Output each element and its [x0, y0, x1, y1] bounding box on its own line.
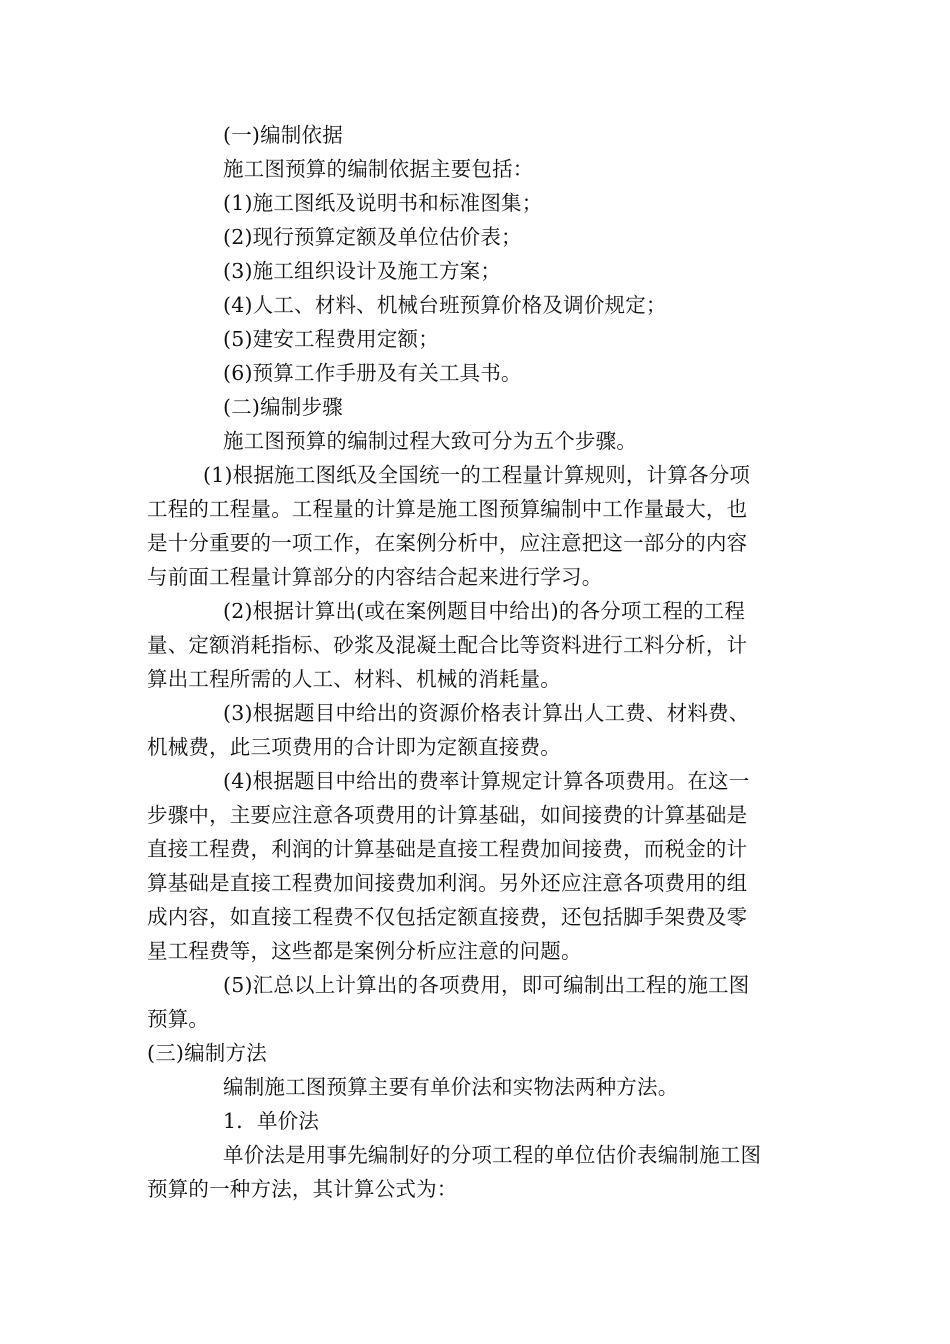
list-item: (5)建安工程费用定额；	[223, 327, 439, 351]
paragraph-line: (5)汇总以上计算出的各项费用，即可编制出工程的施工图	[223, 973, 750, 997]
paragraph-line: 算基础是直接工程费加间接费加利润。另外还应注意各项费用的组	[147, 871, 748, 895]
paragraph-line: 编制施工图预算主要有单价法和实物法两种方法。	[223, 1075, 679, 1099]
paragraph-line: 与前面工程量计算部分的内容结合起来进行学习。	[147, 565, 603, 589]
paragraph-line: (4)根据题目中给出的费率计算规定计算各项费用。在这一	[223, 769, 750, 793]
document-body	[147, 118, 797, 1206]
list-item: (3)施工组织设计及施工方案；	[223, 259, 502, 283]
paragraph-line: 预算的一种方法，其计算公式为：	[147, 1177, 458, 1201]
paragraph-line: 算出工程所需的人工、材料、机械的消耗量。	[147, 667, 561, 691]
list-item: (4)人工、材料、机械台班预算价格及调价规定；	[223, 293, 667, 317]
list-item: (1)施工图纸及说明书和标准图集；	[223, 191, 543, 215]
section-heading-methods: (三)编制方法	[147, 1041, 267, 1065]
list-item: (2)现行预算定额及单位估价表；	[223, 225, 522, 249]
paragraph-line: 成内容，如直接工程费不仅包括定额直接费，还包括脚手架费及零	[147, 905, 748, 929]
paragraph-line: 星工程费等，这些都是案例分析应注意的问题。	[147, 939, 582, 963]
paragraph-line: (3)根据题目中给出的资源价格表计算出人工费、材料费、	[223, 701, 750, 725]
paragraph-line: (2)根据计算出(或在案例题目中给出)的各分项工程的工程	[223, 599, 746, 623]
subsection-heading-unit-price: 1．单价法	[223, 1109, 320, 1133]
paragraph-line: 施工图预算的编制依据主要包括：	[223, 157, 534, 181]
paragraph-line: 施工图预算的编制过程大致可分为五个步骤。	[223, 429, 637, 453]
paragraph-line: 直接工程费，利润的计算基础是直接工程费加间接费，而税金的计	[147, 837, 748, 861]
paragraph-line: 单价法是用事先编制好的分项工程的单位估价表编制施工图	[223, 1143, 762, 1167]
paragraph-line: 工程的工程量。工程量的计算是施工图预算编制中工作量最大，也	[147, 497, 748, 521]
section-heading-basis: (一)编制依据	[223, 123, 343, 147]
section-heading-steps: (二)编制步骤	[223, 395, 343, 419]
paragraph-line: 是十分重要的一项工作，在案例分析中，应注意把这一部分的内容	[147, 531, 748, 555]
paragraph-line: 机械费，此三项费用的合计即为定额直接费。	[147, 735, 561, 759]
paragraph-line: (1)根据施工图纸及全国统一的工程量计算规则，计算各分项	[203, 463, 751, 487]
paragraph-line: 步骤中，主要应注意各项费用的计算基础，如间接费的计算基础是	[147, 803, 748, 827]
paragraph-line: 量、定额消耗指标、砂浆及混凝土配合比等资料进行工料分析，计	[147, 633, 748, 657]
paragraph-line: 预算。	[147, 1007, 210, 1031]
list-item: (6)预算工作手册及有关工具书。	[223, 361, 522, 385]
